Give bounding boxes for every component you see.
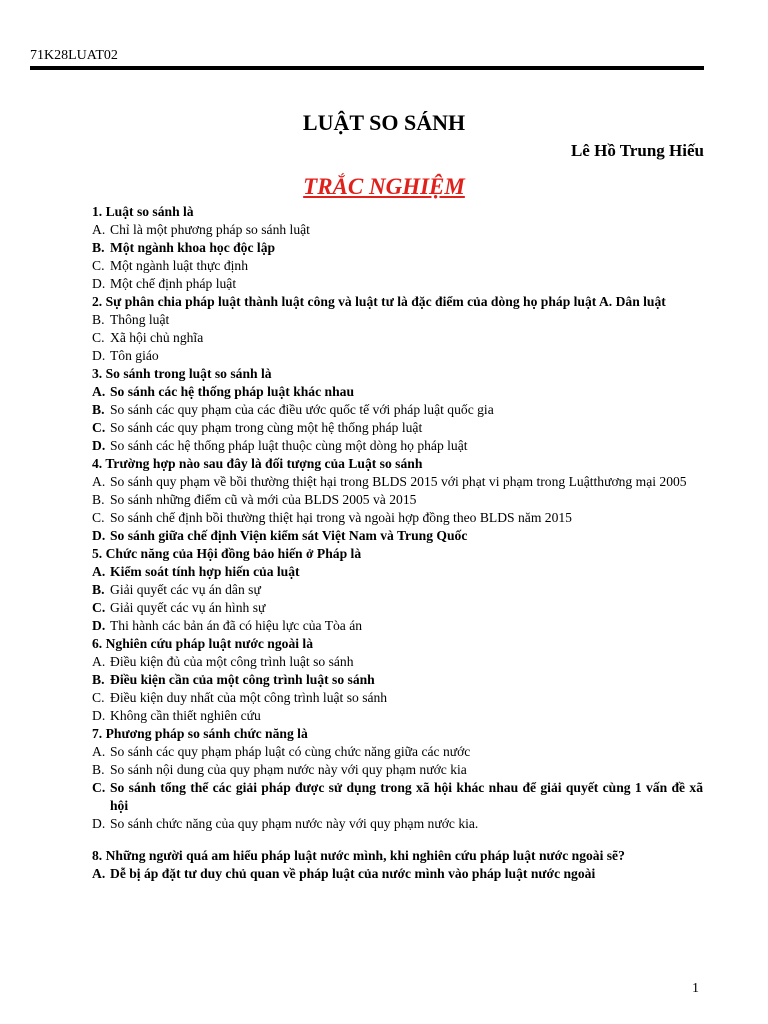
- spacer: [92, 833, 703, 847]
- option-label: C.: [92, 258, 105, 273]
- answer-option: [92, 599, 703, 617]
- option-label: A.: [92, 564, 106, 579]
- answer-option: [92, 275, 703, 293]
- answer-option: [92, 743, 703, 761]
- section-title: TRẮC NGHIỆM: [303, 174, 465, 199]
- option-text: So sánh giữa chế định Viện kiểm sát Việt Nam và Trung Quốc: [110, 528, 468, 543]
- option-text: So sánh các quy phạm trong cùng một hệ thống pháp luật: [110, 420, 423, 435]
- option-text: Tôn giáo: [110, 348, 159, 363]
- option-label: D.: [92, 816, 106, 831]
- option-text: Giải quyết các vụ án hình sự: [110, 600, 266, 615]
- answer-option: [92, 865, 703, 883]
- option-text: So sánh các quy phạm của các điều ước quốc tế với pháp luật quốc gia: [110, 402, 494, 417]
- option-text: Không cần thiết nghiên cứu: [110, 708, 261, 723]
- option-label: A.: [92, 222, 106, 237]
- question-text: 4. Trường hợp nào sau đây là đối tượng của Luật so sánh: [92, 456, 423, 471]
- option-text: Giải quyết các vụ án dân sự: [110, 582, 261, 597]
- option-text: So sánh các hệ thống pháp luật khác nhau: [110, 384, 355, 399]
- question-text: 2. Sự phân chia pháp luật thành luật công và luật tư là đặc điểm của dòng họ pháp luật A. Dân luật: [92, 294, 666, 309]
- answer-option: [92, 221, 703, 239]
- question-text: 3. So sánh trong luật so sánh là: [92, 366, 272, 381]
- author-name: Lê Hồ Trung Hiếu: [570, 141, 704, 160]
- option-label: A.: [92, 474, 106, 489]
- option-label: A.: [92, 654, 106, 669]
- answer-option: [92, 491, 703, 509]
- answer-option: [92, 689, 703, 707]
- answer-option: [92, 563, 703, 581]
- document-title: LUẬT SO SÁNH: [302, 110, 466, 135]
- question-text: 6. Nghiên cứu pháp luật nước ngoài là: [92, 636, 313, 651]
- question-text: 8. Những người quá am hiểu pháp luật nước mình, khi nghiên cứu pháp luật nước ngoài sẽ?: [92, 848, 625, 863]
- option-text: Một chế định pháp luật: [110, 276, 237, 291]
- option-label: C.: [92, 780, 106, 795]
- option-text: So sánh quy phạm về bồi thường thiệt hại trong BLDS 2015 với phạt vi phạm trong Luậtthương mại 2005: [110, 474, 687, 489]
- answer-option: [92, 347, 703, 365]
- option-label: C.: [92, 690, 105, 705]
- option-label: D.: [92, 528, 106, 543]
- option-label: C.: [92, 510, 105, 525]
- option-label: B.: [92, 402, 105, 417]
- option-text: Chỉ là một phương pháp so sánh luật: [110, 222, 310, 237]
- option-text: Kiểm soát tính hợp hiến của luật: [110, 564, 300, 579]
- option-label: A.: [92, 866, 106, 881]
- option-text: So sánh nội dung của quy phạm nước này với quy phạm nước kia: [110, 762, 467, 777]
- answer-option: [92, 707, 703, 725]
- header-code: 71K28LUAT02: [30, 48, 118, 63]
- answer-option: [92, 239, 703, 257]
- question-list: [92, 203, 703, 883]
- option-text: So sánh các quy phạm pháp luật có cùng chức năng giữa các nước: [110, 744, 471, 759]
- option-text: Điều kiện cần của một công trình luật so sánh: [110, 672, 375, 687]
- option-text: Thông luật: [110, 312, 170, 327]
- option-label: D.: [92, 348, 106, 363]
- answer-option: [92, 509, 703, 527]
- option-label: C.: [92, 600, 106, 615]
- question-text: 7. Phương pháp so sánh chức năng là: [92, 726, 308, 741]
- option-label: B.: [92, 762, 105, 777]
- option-label: D.: [92, 708, 106, 723]
- page-number: 1: [692, 981, 699, 996]
- answer-option: [92, 671, 703, 689]
- answer-option: [92, 761, 703, 779]
- answer-option: [92, 329, 703, 347]
- option-text: Một ngành luật thực định: [110, 258, 249, 273]
- option-label: C.: [92, 420, 106, 435]
- option-text: Dễ bị áp đặt tư duy chủ quan về pháp luật của nước mình vào pháp luật nước ngoài: [110, 866, 596, 881]
- option-label: C.: [92, 330, 105, 345]
- answer-option: [92, 815, 703, 833]
- question-text: 5. Chức năng của Hội đồng bảo hiến ở Pháp là: [92, 546, 362, 561]
- option-label: B.: [92, 312, 105, 327]
- option-label: B.: [92, 582, 105, 597]
- answer-option: [92, 257, 703, 275]
- answer-option: [92, 437, 703, 455]
- answer-option: [92, 653, 703, 671]
- option-label: B.: [92, 672, 105, 687]
- option-text: So sánh chế định bồi thường thiệt hại trong và ngoài hợp đồng theo BLDS năm 2015: [110, 510, 572, 525]
- answer-option: [92, 473, 703, 491]
- option-label: B.: [92, 492, 105, 507]
- answer-option: [92, 401, 703, 419]
- option-text: So sánh tổng thể các giải pháp được sử dụng trong xã hội khác nhau để giải quyết cùng 1 vấn đề xã hội: [110, 780, 703, 813]
- header-rule: [30, 66, 704, 70]
- answer-option: [92, 311, 703, 329]
- answer-option: [92, 383, 703, 401]
- option-text: Một ngành khoa học độc lập: [110, 240, 276, 255]
- answer-option: [92, 419, 703, 437]
- option-text: Điều kiện đủ của một công trình luật so sánh: [110, 654, 354, 669]
- option-text: Điều kiện duy nhất của một công trình luật so sánh: [110, 690, 388, 705]
- answer-option: [92, 527, 703, 545]
- option-label: A.: [92, 744, 106, 759]
- option-text: So sánh chức năng của quy phạm nước này với quy phạm nước kia.: [110, 816, 479, 831]
- question-text: 1. Luật so sánh là: [92, 204, 194, 219]
- answer-option: [92, 581, 703, 599]
- option-text: So sánh các hệ thống pháp luật thuộc cùng một dòng họ pháp luật: [110, 438, 468, 453]
- option-label: A.: [92, 384, 106, 399]
- option-label: D.: [92, 438, 106, 453]
- answer-option: [92, 617, 703, 635]
- option-text: Xã hội chủ nghĩa: [110, 330, 204, 345]
- answer-option: [92, 779, 703, 815]
- option-label: B.: [92, 240, 105, 255]
- option-label: D.: [92, 618, 106, 633]
- option-label: D.: [92, 276, 106, 291]
- option-text: Thi hành các bản án đã có hiệu lực của Tòa án: [110, 618, 363, 633]
- option-text: So sánh những điểm cũ và mới của BLDS 2005 và 2015: [110, 492, 417, 507]
